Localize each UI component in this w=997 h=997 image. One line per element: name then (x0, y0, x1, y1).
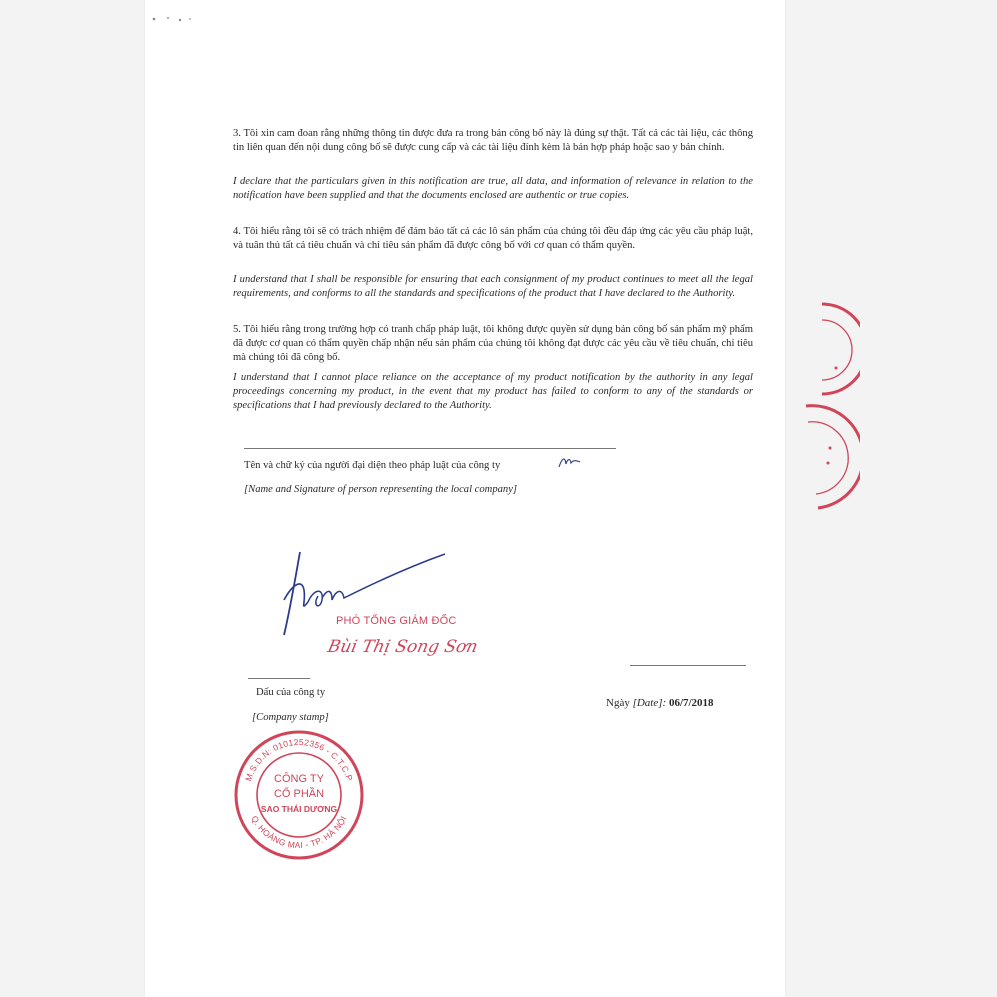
company-round-stamp (232, 728, 366, 862)
svg-text:Q. HOÀNG MAI - TP. HÀ NỘI: Q. HOÀNG MAI - TP. HÀ NỘI (249, 814, 349, 851)
company-stamp-label-vi: Dấu của công ty (256, 687, 326, 698)
stamp-line (248, 678, 310, 679)
date-value: 06/7/2018 (668, 697, 714, 709)
signer-title: PHÓ TỔNG GIÁM ĐỐC (336, 615, 457, 627)
declaration-5-en: I understand that I cannot place reliance on the acceptance of my product notification by the authority in any legal proceedings concerning my product, in the event that my product has failed to conform to any of the standards or specifications that I had previously declared to the Authority. (233, 372, 753, 412)
declaration-3-vi: 3. Tôi xin cam đoan rằng những thông tin được đưa ra trong bản công bố này là đúng sự thật. Tất cả các tài liệu, các thông tin liên quan đến nội dung công bố sẽ được cung cấp và các tài liệu đính kèm là bản hợp pháp hoặc sao y bản chính. (233, 128, 753, 154)
svg-text:M.S.D.N: 0101252356 - C.T.C.P: M.S.D.N: 0101252356 - C.T.C.P (243, 736, 355, 783)
signer-name: Bùi Thị Song Sơn (325, 637, 480, 657)
representative-label-vi: Tên và chữ ký của người đại diện theo pháp luật của công ty (244, 460, 501, 471)
declaration-3-en: I declare that the particulars given in this notification are true, all data, and information of relevance in relation to the notification have been supplied and that the documents enclosed are authentic or true copies. (233, 176, 753, 202)
declaration-5-vi: 5. Tôi hiểu rằng trong trường hợp có tranh chấp pháp luật, tôi không được quyền sử dụng bản công bố sản phẩm mỹ phẩm đã được cơ quan có thẩm quyền chấp nhận nếu sản phẩm của chúng tôi không đạt được các yêu cầu về tiêu chuẩn, chỉ tiêu mà chúng tôi đã công bố. (233, 324, 753, 364)
edge-stamp-fragment (800, 298, 860, 518)
date-line (630, 665, 746, 666)
declaration-4-en: I understand that I shall be responsible for ensuring that each consignment of my product continues to meet all the legal requirements, and conforms to all the standards and specifications of the product that I have declared to the Authority. (233, 274, 753, 300)
svg-text:CỔ PHẦN: CỔ PHẦN (273, 788, 325, 800)
scan-specks (150, 14, 210, 24)
declaration-4-vi: 4. Tôi hiểu rằng tôi sẽ có trách nhiệm để đảm bảo tất cả các lô sản phẩm của chúng tôi đều đáp ứng các yêu cầu pháp luật, và tuân thủ tất cả tiêu chuẩn và chỉ tiêu sản phẩm đã được công bố với cơ quan có thẩm quyền. (233, 226, 753, 252)
signature-line (244, 448, 616, 449)
company-stamp-label-en: [Company stamp] (252, 712, 329, 723)
initial-mark (556, 454, 586, 470)
representative-label-en: [Name and Signature of person representing the local company] (244, 484, 518, 495)
date-field: Ngày [Date]: 06/7/2018 (606, 697, 714, 709)
svg-text:CÔNG TY: CÔNG TY (274, 773, 324, 785)
svg-text:SAO THÁI DƯƠNG: SAO THÁI DƯƠNG (260, 804, 338, 814)
